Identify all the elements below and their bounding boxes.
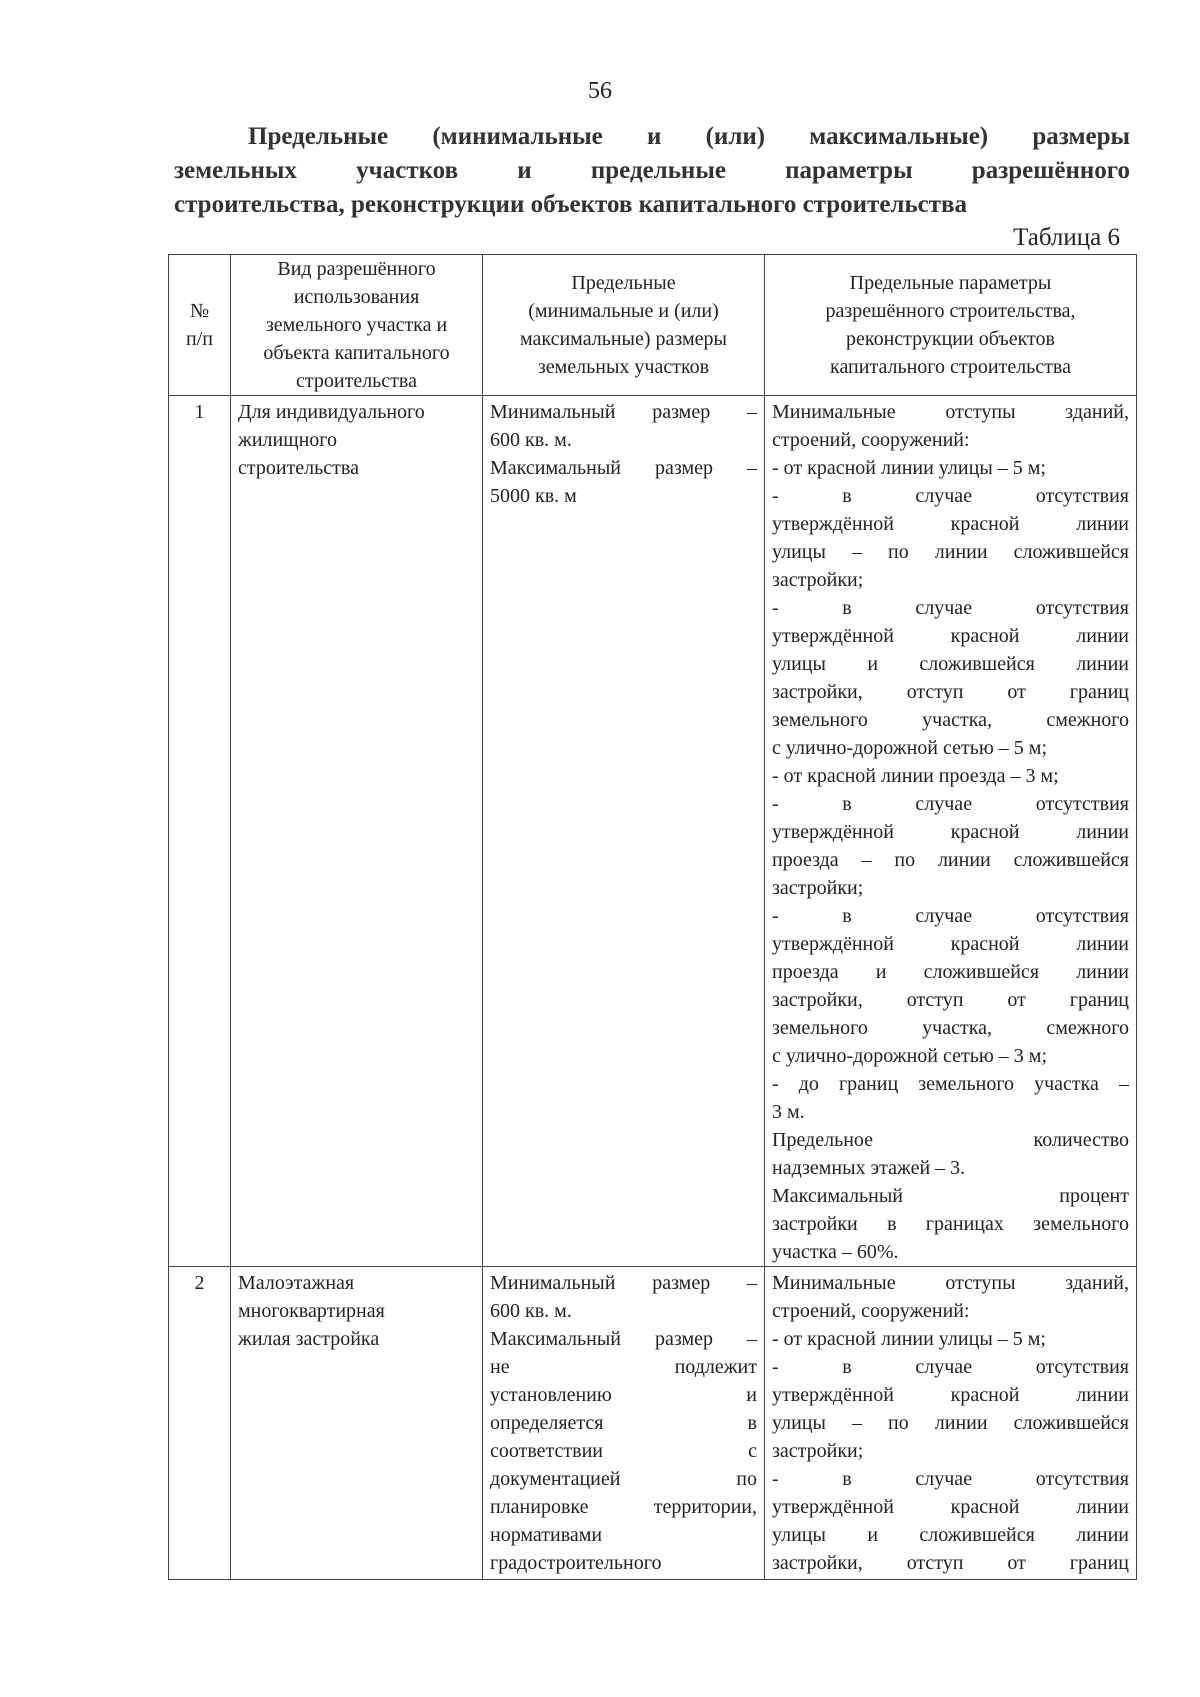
document-heading (174, 120, 1130, 222)
parameters-table (168, 254, 1137, 1580)
heading-line: Предельные (минимальные и (или) максимальные) размеры (248, 123, 1130, 150)
page-number: 56 (588, 78, 612, 104)
permitted-use-cell: Малоэтажная многоквартирная жилая застройка (231, 1267, 483, 1580)
header-plot-sizes: Предельные (минимальные и (или) максимальные) размеры земельных участков (483, 255, 765, 396)
permitted-use-cell: Для индивидуального жилищного строительства (231, 396, 483, 1267)
construction-parameters-cell: Минимальные отступы зданий, строений, сооружений: - от красной линии улицы – 5 м; - в случае отсутствия утверждённой красной линии улицы – по линии сложившейся застройки; - в случае отсутствия утверждённой красной линии улицы и сложившейся линии застройки, отступ от границ (765, 1267, 1137, 1580)
plot-size-cell: Минимальный размер – 600 кв. м. Максимальный размер – 5000 кв. м (483, 396, 765, 1267)
row-number: 2 (169, 1267, 231, 1580)
header-construction-parameters: Предельные параметры разрешённого строительства, реконструкции объектов капитального строительства (765, 255, 1137, 396)
table-header-row (169, 255, 1137, 396)
header-permitted-use: Вид разрешённого использования земельного участка и объекта капитального строительства (231, 255, 483, 396)
row-number: 1 (169, 396, 231, 1267)
construction-parameters-cell: Минимальные отступы зданий, строений, сооружений: - от красной линии улицы – 5 м; - в случае отсутствия утверждённой красной линии улицы – по линии сложившейся застройки; - в случае отсутствия утверждённой красной линии улицы и сложившейся линии застройки, отступ от границ земельного участка, смежного с улично-дорожной сетью – 5 м; - от красной линии проезда – 3 м; - в случае отсутствия утверждённой красной линии проезда – по линии сложившейся застройки; - в случае отсутствия утверждённой красной линии проезда и сложившейся линии застройки, отступ от границ земельного участка, смежного с улично-дорожной сетью – 3 м; - до границ земельного участка – 3 м. Предельное количество надземных этажей – 3. Максимальный процент застройки в границах земельного участка – 60%. (765, 396, 1137, 1267)
table-caption: Таблица 6 (1013, 224, 1120, 251)
header-number: № п/п (169, 255, 231, 396)
plot-size-cell: Минимальный размер – 600 кв. м. Максимальный размер – не подлежит установлению и определяется в соответствии с документацией по планировке территории, нормативами градостроительного (483, 1267, 765, 1580)
table-row (169, 1267, 1137, 1580)
heading-line: строительства, реконструкции объектов капитального строительства (174, 191, 968, 218)
heading-line: земельных участков и предельные параметры разрешённого (174, 157, 1130, 184)
table-row (169, 396, 1137, 1267)
